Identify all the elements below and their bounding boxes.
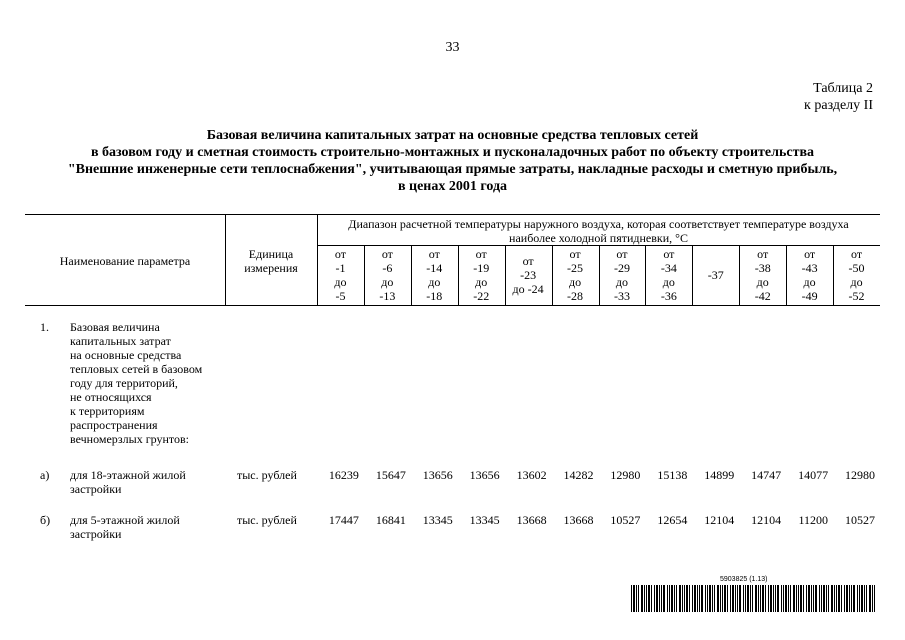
barcode-bar	[768, 585, 769, 612]
barcode-bar	[669, 585, 670, 612]
barcode-bar	[750, 585, 751, 612]
barcode-bar	[790, 585, 791, 612]
barcode-bar	[641, 585, 643, 612]
title-line4: в ценах 2001 года	[397, 179, 508, 194]
barcode-bar	[819, 585, 820, 612]
barcode-bar	[709, 585, 711, 612]
header-range-title	[317, 217, 880, 245]
barcode-bar	[866, 585, 867, 612]
range-header-line: -33	[613, 289, 630, 303]
section-description	[70, 320, 230, 446]
row-name	[70, 468, 230, 496]
barcode-bar	[648, 585, 650, 612]
barcode-bar	[815, 585, 817, 612]
range-header-line: -42	[754, 289, 771, 303]
section-line: распространения	[70, 418, 158, 432]
range-header-line: -5	[335, 289, 346, 303]
range-header-line: от	[663, 247, 675, 261]
barcode-bar	[857, 585, 858, 612]
barcode-bar	[707, 585, 708, 612]
barcode-bar	[826, 585, 827, 612]
range-header-cell	[552, 247, 599, 303]
barcode-bar	[638, 585, 639, 612]
range-header-line: до	[803, 275, 816, 289]
barcode-bar	[722, 585, 723, 612]
barcode-bar	[712, 585, 713, 612]
barcode-bar	[743, 585, 744, 612]
range-header-cell	[833, 247, 880, 303]
section-line: году для территорий,	[70, 376, 178, 390]
value-cell: 11200	[798, 513, 829, 527]
range-header-cell	[739, 247, 786, 303]
barcode-bar	[864, 585, 865, 612]
barcode-bar	[644, 585, 645, 612]
range-header-cell	[645, 247, 692, 303]
range-header-line: до	[615, 275, 628, 289]
barcode-bar	[781, 585, 782, 612]
barcode-bar	[663, 585, 665, 612]
header-unit-line1: Единица	[248, 247, 294, 261]
barcode-bar	[806, 585, 807, 612]
header-range-title-line2: наиболее холодной пятидневки, °C	[509, 231, 688, 245]
barcode-bar	[844, 585, 845, 612]
range-header-line: до	[428, 275, 441, 289]
range-header-line: от	[757, 247, 769, 261]
barcode-bar	[686, 585, 688, 612]
value-cell: 12104	[751, 513, 782, 527]
barcode-bar	[656, 585, 658, 612]
range-header-line: -50	[848, 261, 865, 275]
range-header-line: -52	[848, 289, 865, 303]
range-header-cell	[458, 247, 505, 303]
barcode-bar	[851, 585, 852, 612]
range-header-line: до -24	[512, 282, 544, 296]
range-header-line: -28	[567, 289, 584, 303]
barcode-bar	[724, 585, 726, 612]
barcode-bar	[727, 585, 728, 612]
section-number: 1.	[40, 320, 49, 334]
range-header-cell	[317, 247, 364, 303]
value-cell: 13602	[516, 468, 547, 482]
row-name-line: застройки	[70, 482, 122, 496]
value-cell: 14899	[704, 468, 735, 482]
barcode-bar	[676, 585, 677, 612]
range-header-cell	[364, 247, 411, 303]
barcode-bar	[796, 585, 797, 612]
range-header-line: -38	[754, 261, 771, 275]
range-header-line: от	[334, 247, 346, 261]
value-cell: 12654	[657, 513, 688, 527]
barcode-bar	[821, 585, 822, 612]
value-cell: 12980	[844, 468, 875, 482]
section-line: вечномерзлых грунтов:	[70, 432, 189, 446]
barcode-bar	[701, 585, 703, 612]
value-cell: 13668	[563, 513, 594, 527]
range-header-line: -22	[473, 289, 490, 303]
barcode-bar	[752, 585, 753, 612]
barcode-bar	[869, 585, 871, 612]
barcode-bar	[654, 585, 655, 612]
barcode-bar	[874, 585, 875, 612]
range-header-line: до	[756, 275, 769, 289]
value-cell: 13656	[422, 468, 453, 482]
range-header-cell	[505, 254, 552, 296]
barcode-bar	[705, 585, 706, 612]
value-cell: 13668	[516, 513, 547, 527]
barcode-bar	[775, 585, 776, 612]
value-cell: 16239	[328, 468, 359, 482]
barcode-bar	[803, 585, 804, 612]
barcode-bar	[765, 585, 766, 612]
barcode-bar	[846, 585, 848, 612]
barcode-bar	[633, 585, 635, 612]
row-name-line: застройки	[70, 527, 122, 541]
barcode-bar	[631, 585, 632, 612]
range-header-line: -34	[660, 261, 677, 275]
range-header-cell	[411, 247, 458, 303]
range-header-line: до	[381, 275, 394, 289]
barcode-bar	[770, 585, 772, 612]
table-top-rule	[25, 214, 880, 215]
range-header-line: до	[568, 275, 582, 289]
barcode-bar	[689, 585, 690, 612]
range-header-line: от	[475, 247, 487, 261]
row-name	[70, 513, 230, 541]
barcode-bar	[671, 585, 673, 612]
barcode-bar	[793, 585, 795, 612]
range-header-line: от	[428, 247, 440, 261]
barcode-bar	[720, 585, 721, 612]
title-line3: "Внешние инженерные сети теплоснабжения", учитывающая прямые затраты, накладные расходы и сметную прибыль,	[67, 162, 838, 177]
range-header-line: -18	[426, 289, 443, 303]
barcode-bar	[853, 585, 855, 612]
barcode-bar	[679, 585, 681, 612]
barcode-bar	[636, 585, 637, 612]
range-header-line: -43	[801, 261, 818, 275]
row-unit: тыс. рублей	[237, 468, 297, 482]
value-cell: 13345	[469, 513, 500, 527]
barcode-bar	[758, 585, 759, 612]
barcode-bar	[661, 585, 662, 612]
barcode-bar	[773, 585, 774, 612]
range-header-line: от	[569, 247, 581, 261]
row-name-line: для 5-этажной жилой	[70, 513, 180, 527]
range-header-line: -37	[707, 268, 724, 282]
value-cell: 10527	[844, 513, 875, 527]
barcode-bar	[798, 585, 799, 612]
barcode-bar	[682, 585, 683, 612]
table-reference	[804, 80, 873, 114]
barcode-bar	[699, 585, 700, 612]
range-header-line: -13	[379, 289, 396, 303]
barcode-bar	[717, 585, 719, 612]
range-header-line: -29	[613, 261, 630, 275]
barcode-bar	[800, 585, 802, 612]
value-cell: 13656	[469, 468, 500, 482]
barcode-bar	[730, 585, 731, 612]
barcode-bar	[813, 585, 814, 612]
barcode-bar	[755, 585, 757, 612]
barcode-bar	[692, 585, 693, 612]
barcode-bar	[838, 585, 840, 612]
range-header-cell	[692, 268, 739, 282]
barcode-bar	[834, 585, 835, 612]
section-line: не относящихся	[70, 390, 152, 404]
range-header-cell	[786, 247, 833, 303]
value-cell: 14077	[798, 468, 829, 482]
row-marker: б)	[40, 513, 51, 527]
barcode-bar	[646, 585, 647, 612]
value-cell: 15647	[375, 468, 406, 482]
barcode-bar	[735, 585, 736, 612]
barcode-bar	[659, 585, 660, 612]
barcode-bar	[747, 585, 749, 612]
header-unit	[225, 247, 317, 275]
barcode-bar	[861, 585, 863, 612]
barcode-bar	[739, 585, 741, 612]
barcode-bar	[836, 585, 837, 612]
range-header-line: до	[475, 275, 488, 289]
value-cell: 14282	[563, 468, 594, 482]
barcode-bar	[828, 585, 829, 612]
table-reference-line1: Таблица 2	[813, 81, 873, 96]
barcode-bar	[697, 585, 698, 612]
range-header-line: -1	[335, 261, 346, 275]
value-cell: 13345	[422, 513, 453, 527]
barcode-bar	[674, 585, 675, 612]
barcode-image	[631, 585, 877, 612]
barcode-bar	[808, 585, 810, 612]
range-header-line: от	[804, 247, 816, 261]
barcode-bar	[788, 585, 789, 612]
barcode-bar	[760, 585, 761, 612]
section-line: к территориям	[70, 404, 145, 418]
title-line2: в базовом году и сметная стоимость строительно-монтажных и пусконаладочных работ по объекту строительства	[90, 145, 815, 160]
barcode-bar	[823, 585, 825, 612]
barcode-number: 5903825 (1.13)	[720, 576, 768, 583]
value-cell: 15138	[657, 468, 688, 482]
barcode-bar	[684, 585, 685, 612]
barcode-bar	[714, 585, 715, 612]
barcode-bar	[651, 585, 652, 612]
barcode-bar	[737, 585, 738, 612]
section-line: Базовая величина	[70, 320, 160, 334]
barcode-bar	[745, 585, 746, 612]
range-header-line: от	[850, 247, 863, 261]
value-cell: 17447	[328, 513, 359, 527]
barcode-bar	[783, 585, 784, 612]
range-header-line: до	[850, 275, 863, 289]
value-cell: 16841	[375, 513, 406, 527]
header-range-title-line1: Диапазон расчетной температуры наружного воздуха, которая соответствует температуре воздуха	[348, 217, 849, 231]
table-reference-line2: к разделу II	[804, 98, 873, 113]
barcode-bar	[694, 585, 696, 612]
range-header-line: -23	[520, 268, 537, 282]
range-header-line: -6	[382, 261, 393, 275]
barcode-bar	[831, 585, 833, 612]
barcode-bar	[785, 585, 787, 612]
barcode-bar	[841, 585, 842, 612]
range-header-line: -36	[660, 289, 677, 303]
table-title	[20, 127, 885, 195]
barcode-bar	[849, 585, 850, 612]
barcode-bar	[777, 585, 779, 612]
range-header-line: -14	[426, 261, 443, 275]
section-line: капитальных затрат	[70, 334, 171, 348]
barcode-bar	[859, 585, 860, 612]
title-line1: Базовая величина капитальных затрат на основные средства тепловых сетей	[206, 128, 699, 143]
range-header-line: -49	[801, 289, 818, 303]
header-bottom-rule	[25, 305, 880, 306]
range-header-line: от	[522, 254, 534, 268]
range-header-line: до	[334, 275, 347, 289]
value-cell: 14747	[751, 468, 782, 482]
range-header-line: -25	[567, 261, 584, 275]
section-line: тепловых сетей в базовом	[70, 362, 203, 376]
barcode-bar	[732, 585, 734, 612]
barcode-bar	[811, 585, 812, 612]
range-header-line: до	[662, 275, 675, 289]
range-header-line: от	[381, 247, 393, 261]
range-header-cell	[599, 247, 646, 303]
header-parameter: Наименование параметра	[59, 254, 191, 268]
range-header-line: -19	[473, 261, 490, 275]
value-cell: 10527	[610, 513, 641, 527]
value-cell: 12980	[610, 468, 641, 482]
barcode-bar	[667, 585, 668, 612]
header-unit-line2: измерения	[244, 261, 298, 275]
row-marker: а)	[40, 468, 50, 482]
row-unit: тыс. рублей	[237, 513, 297, 527]
barcode-bar	[872, 585, 873, 612]
section-line: на основные средства	[70, 348, 182, 362]
value-cell: 12104	[704, 513, 735, 527]
range-header-line: от	[616, 247, 628, 261]
page-number: 33	[445, 40, 460, 55]
row-name-line: для 18-этажной жилой	[70, 468, 186, 482]
barcode-bar	[762, 585, 764, 612]
